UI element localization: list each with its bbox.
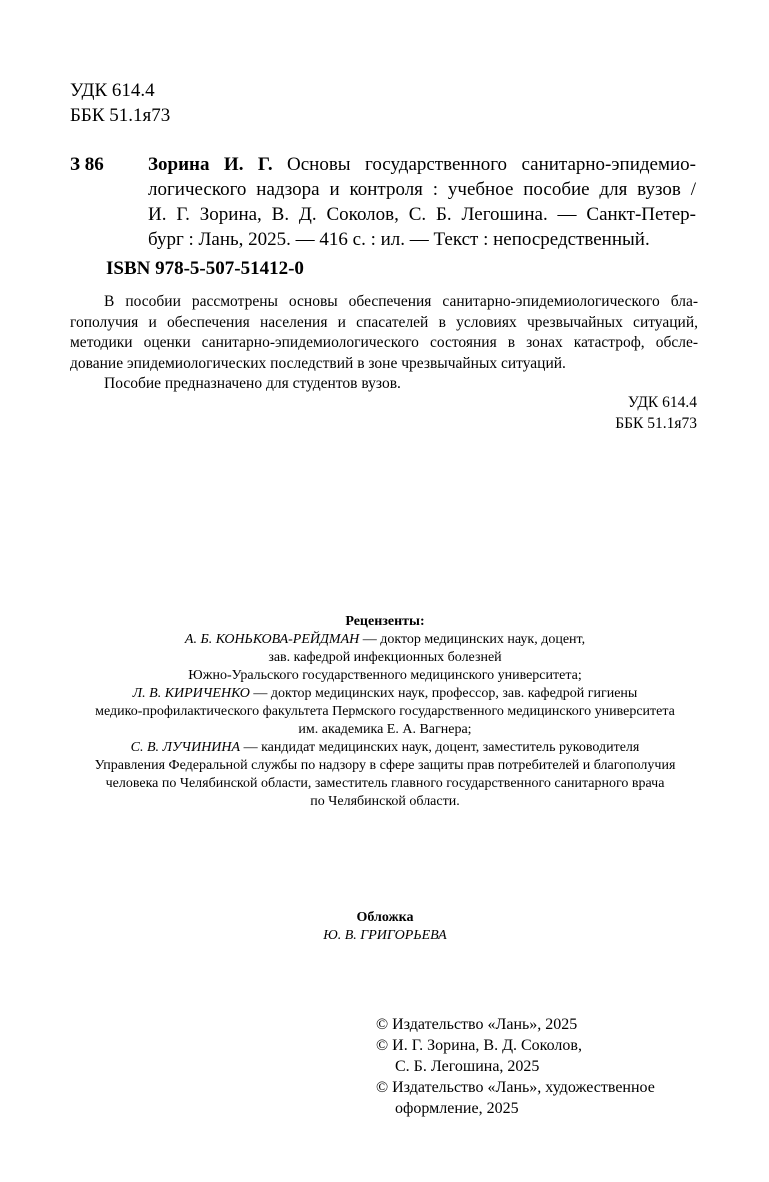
reviewer-2-line-2: медико-профилактического факультета Пермского государственного медицинского университета <box>95 704 675 719</box>
annotation-line-4: дование эпидемиологических последствий в зоне чрезвычайных ситуаций. <box>70 354 566 372</box>
reviewer-1-line-3: Южно-Уральского государственного медицинского университета; <box>188 668 582 683</box>
reviewer-1-line-2: зав. кафедрой инфекционных болезней <box>268 650 502 665</box>
entry-line-3: И. Г. Зорина, В. Д. Соколов, С. Б. Легошина. — Санкт-Петер- <box>148 204 696 225</box>
cover-credit <box>60 909 710 945</box>
reviewer-1-name: А. Б. КОНЬКОВА-РЕЙДМАН <box>184 632 360 647</box>
reviewer-3-line-2: Управления Федеральной службы по надзору в сфере защиты прав потребителей и благополучия <box>94 758 676 773</box>
copyright-publisher: © Издательство «Лань», 2025 <box>376 1016 578 1033</box>
annotation-line-2: гополучия и обеспечения населения и спасателей в условиях чрезвычайных ситуаций, <box>70 313 698 331</box>
footer-classification-codes <box>615 393 697 434</box>
annotation-audience: Пособие предназначено для студентов вузов. <box>104 375 401 392</box>
reviewers-block <box>60 613 710 811</box>
reviewer-1-degree: — доктор медицинских наук, доцент, <box>359 632 586 647</box>
annotation <box>70 292 698 395</box>
reviewer-2-line-1 <box>60 685 710 703</box>
reviewer-3-degree: — кандидат медицинских наук, доцент, заместитель руководителя <box>240 740 640 755</box>
cover-heading: Обложка <box>356 910 414 925</box>
reviewer-3-name: С. В. ЛУЧИНИНА <box>130 740 241 755</box>
reviewers-heading: Рецензенты: <box>345 614 425 629</box>
footer-udk-code: УДК 614.4 <box>627 394 697 411</box>
copyright-block <box>376 1014 655 1119</box>
reviewer-3-line-1 <box>60 739 710 757</box>
copyright-design: © Издательство «Лань», художественное <box>376 1079 655 1096</box>
copyright-authors: © И. Г. Зорина, В. Д. Соколов, <box>376 1037 582 1054</box>
footer-bbk-code: ББК 51.1я73 <box>615 414 697 432</box>
header-bbk-code: ББК 51.1я73 <box>70 105 171 126</box>
entry-line-2: логического надзора и контроля : учебное пособие для вузов / <box>148 179 696 200</box>
reviewer-3-line-3: человека по Челябинской области, заместитель главного государственного санитарного врача <box>105 776 665 791</box>
entry-title-start: Основы государственного санитарно-эпидемио- <box>272 154 696 175</box>
annotation-line-3: методики оценки санитарно-эпидемиологического состояния в зонах катастроф, обсле- <box>70 334 698 351</box>
reviewer-2-line-3: им. академика Е. А. Вагнера; <box>298 722 472 737</box>
entry-line-4: бург : Лань, 2025. — 416 с. : ил. — Текст : непосредственный. <box>148 229 650 250</box>
annotation-line-1: В пособии рассмотрены основы обеспечения санитарно-эпидемиологического бла- <box>104 293 698 310</box>
author-sign-code: З 86 <box>70 154 104 175</box>
entry-author: Зорина И. Г. <box>148 154 273 175</box>
copyright-authors-cont: С. Б. Легошина, 2025 <box>395 1058 540 1075</box>
bibliographic-entry <box>148 152 696 252</box>
reviewer-2-name: Л. В. КИРИЧЕНКО <box>132 686 250 701</box>
reviewer-3-line-4: по Челябинской области. <box>310 794 460 809</box>
copyright-design-cont: оформление, 2025 <box>395 1100 519 1117</box>
cover-designer-name: Ю. В. ГРИГОРЬЕВА <box>323 928 447 943</box>
isbn-number: ISBN 978-5-507-51412-0 <box>106 258 304 279</box>
header-classification-codes <box>70 78 170 128</box>
reviewer-1-line-1 <box>60 631 710 649</box>
entry-line-1 <box>148 152 696 177</box>
reviewer-2-degree: — доктор медицинских наук, профессор, зав. кафедрой гигиены <box>249 686 638 701</box>
header-udk-code: УДК 614.4 <box>70 80 155 101</box>
